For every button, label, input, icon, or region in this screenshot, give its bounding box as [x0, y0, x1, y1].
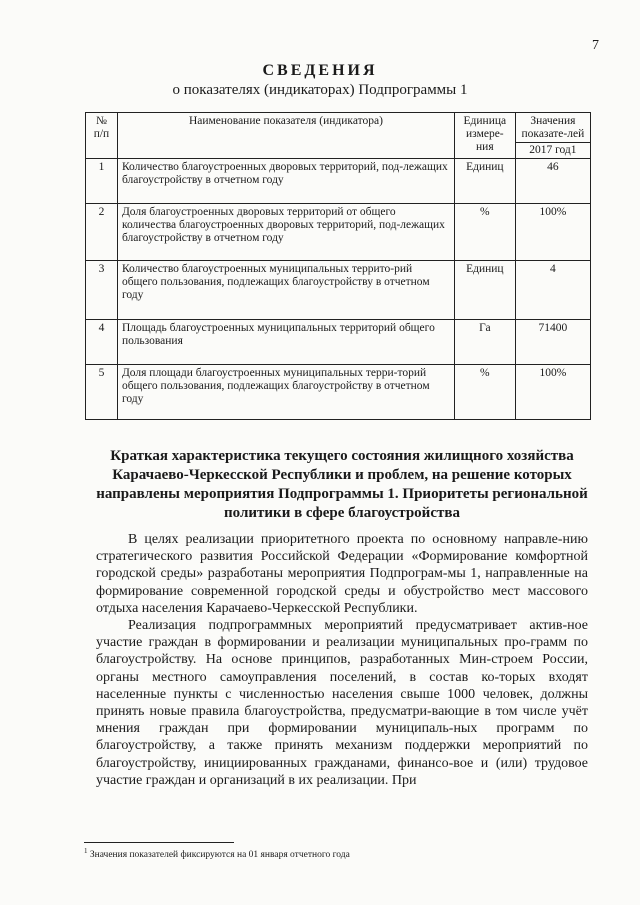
row-unit: Га	[454, 320, 515, 365]
paragraph: В целях реализации приоритетного проекта по основному направле-нию стратегического развития Российской Федерации «Формирование комфортной городской среды» разработаны мероприятия Подпрограм-мы 1, направленные на формирование современной городской среды и обустройство мест массового отдыха населения Карачаево-Черкесской Республики.	[96, 532, 588, 616]
row-num: 3	[86, 261, 118, 320]
paragraph: Реализация подпрограммных мероприятий предусматривает актив-ное участие граждан в формировании и реализации муниципальных про-грамм по благоустройству. На основе принципов, разработанных Мин-строем России, органы местного самоуправления поселений, в состав ко-торых входят населенные пункты с численностью населения свыше 1000 человек, должны принять новые правила благоустройства, предусматри-вающие в том числе учёт мнения граждан при формировании муниципаль-ных программ по благоустройству, а также принять механизм поддержки мероприятий по благоустройству, инициированных гражданами, финансо-вое и (или) трудовое участие граждан и организаций в их реализации. При	[96, 618, 588, 788]
row-value: 100%	[515, 365, 590, 420]
footnote	[84, 847, 350, 860]
table-row	[86, 204, 591, 261]
row-unit: Единиц	[454, 159, 515, 204]
row-name: Доля благоустроенных дворовых территорий от общего количества благоустроенных дворовых территорий, под-лежащих благоустройству в отчетном году	[117, 204, 454, 261]
row-value: 4	[515, 261, 590, 320]
indicators-table	[85, 112, 591, 420]
row-num: 2	[86, 204, 118, 261]
header-value-year: 2017 год1	[529, 144, 577, 156]
table-header-row	[86, 113, 591, 159]
row-name: Доля площади благоустроенных муниципальных терри-торий общего пользования, подлежащих благоустройству в отчетном году	[117, 365, 454, 420]
table-row	[86, 320, 591, 365]
header-num: № п/п	[86, 113, 118, 159]
footnote-marker: 1	[84, 847, 88, 855]
body-text	[96, 531, 588, 789]
header-value	[515, 113, 590, 159]
header-value-label: Значения показате-лей	[516, 113, 590, 143]
page-number: 7	[592, 38, 599, 53]
table-row	[86, 159, 591, 204]
document-subtitle: о показателях (индикаторах) Подпрограммы 1	[172, 82, 468, 98]
header-name: Наименование показателя (индикатора)	[117, 113, 454, 159]
table-row	[86, 365, 591, 420]
footnote-text: Значения показателей фиксируются на 01 января отчетного года	[89, 850, 350, 861]
row-num: 5	[86, 365, 118, 420]
section-heading: Краткая характеристика текущего состояния жилищного хозяйства Карачаево-Черкесской Республики и проблем, на решение которых направлены мероприятия Подпрограммы 1. Приоритеты региональной политики в сфере благоустройства	[96, 448, 588, 521]
row-name: Количество благоустроенных муниципальных террито-рий общего пользования, подлежащих благоустройству в отчетном году	[117, 261, 454, 320]
document-title: СВЕДЕНИЯ	[262, 62, 378, 79]
table-row	[86, 261, 591, 320]
row-value: 71400	[515, 320, 590, 365]
row-value: 100%	[515, 204, 590, 261]
row-value: 46	[515, 159, 590, 204]
header-unit: Единица измере-ния	[454, 113, 515, 159]
footnote-divider	[84, 842, 234, 843]
row-unit: Единиц	[454, 261, 515, 320]
row-unit: %	[454, 365, 515, 420]
row-num: 1	[86, 159, 118, 204]
row-num: 4	[86, 320, 118, 365]
row-unit: %	[454, 204, 515, 261]
row-name: Площадь благоустроенных муниципальных территорий общего пользования	[117, 320, 454, 365]
row-name: Количество благоустроенных дворовых территорий, под-лежащих благоустройству в отчетном году	[117, 159, 454, 204]
